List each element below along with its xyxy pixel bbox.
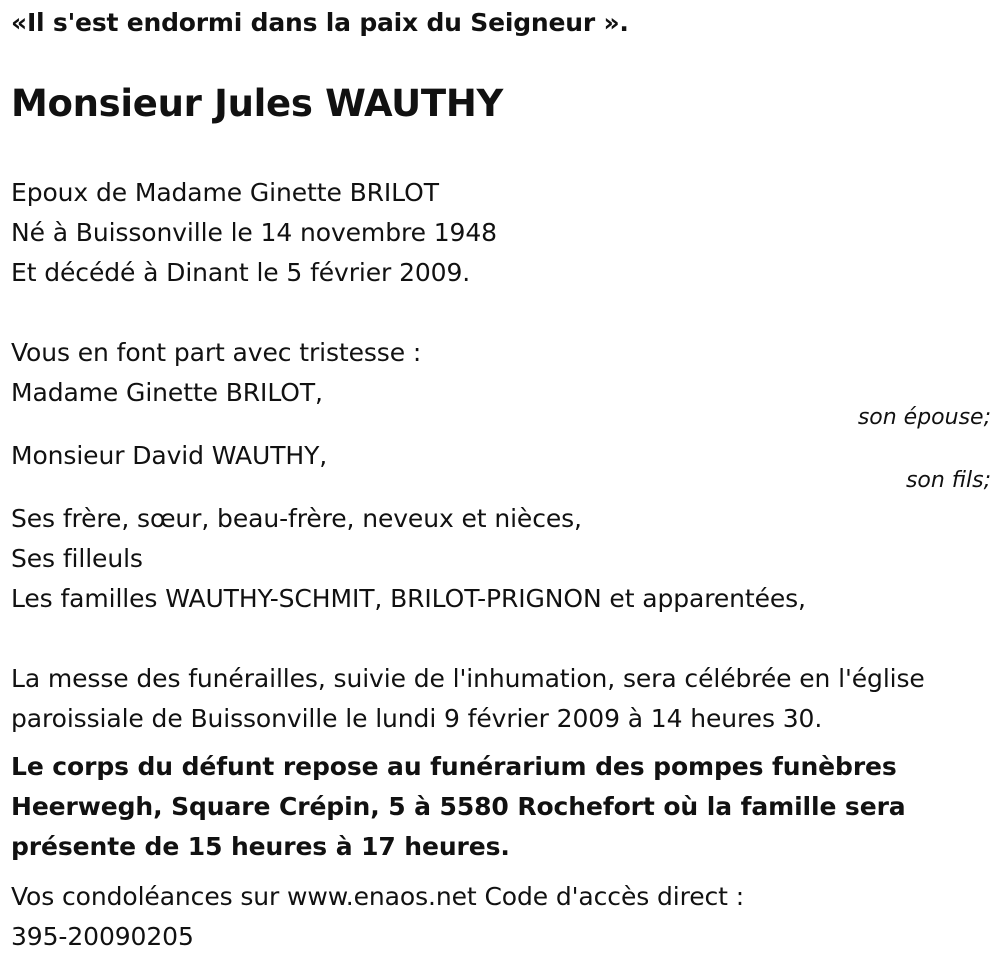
funeral-home-line: Le corps du défunt repose au funérarium des pompes funèbres <box>11 752 897 781</box>
access-code: 395-20090205 <box>11 922 194 951</box>
opening-quote: «Il s'est endormi dans la paix du Seigneur ». <box>11 8 629 37</box>
mass-line: La messe des funérailles, suivie de l'inhumation, sera célébrée en l'église <box>11 664 925 693</box>
mass-line: paroissiale de Buissonville le lundi 9 février 2009 à 14 heures 30. <box>11 704 823 733</box>
family-member-name: Monsieur David WAUTHY, <box>11 441 328 470</box>
birth-line: Né à Buissonville le 14 novembre 1948 <box>11 218 497 247</box>
family-member-name: Madame Ginette BRILOT, <box>11 378 323 407</box>
relatives-line: Les familles WAUTHY-SCHMIT, BRILOT-PRIGNON et apparentées, <box>11 584 806 613</box>
spouse-line: Epoux de Madame Ginette BRILOT <box>11 178 439 207</box>
death-line: Et décédé à Dinant le 5 février 2009. <box>11 258 471 287</box>
funeral-home-line: Heerwegh, Square Crépin, 5 à 5580 Rochefort où la famille sera <box>11 792 906 821</box>
condolences-line: Vos condoléances sur www.enaos.net Code d'accès direct : <box>11 882 745 911</box>
deceased-name: Monsieur Jules WAUTHY <box>11 82 504 125</box>
relatives-line: Ses filleuls <box>11 544 143 573</box>
family-member-role: son épouse; <box>857 405 991 430</box>
relatives-line: Ses frère, sœur, beau-frère, neveux et nièces, <box>11 504 582 533</box>
family-member-role: son fils; <box>905 468 991 493</box>
funeral-home-line: présente de 15 heures à 17 heures. <box>11 832 510 861</box>
announce-intro: Vous en font part avec tristesse : <box>11 338 422 367</box>
